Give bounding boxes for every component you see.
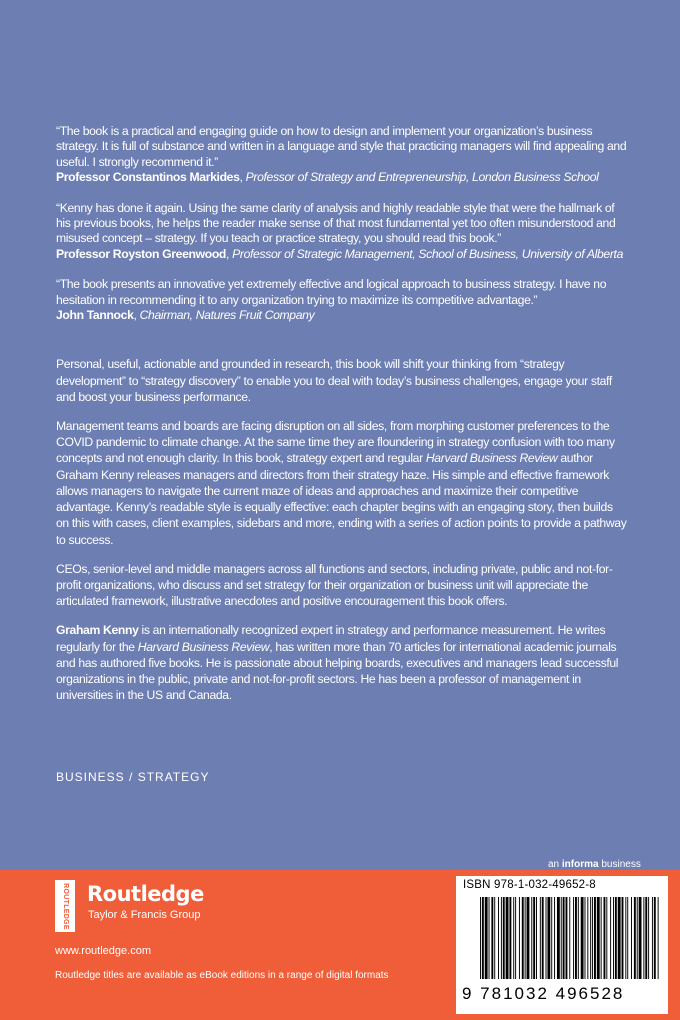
barcode-bar [540,897,541,979]
isbn-barcode [478,897,660,979]
text-run: an [548,859,562,870]
cover-text-block [56,124,628,716]
barcode-bar [485,897,488,979]
barcode-bar [491,897,493,979]
barcode-bar [648,897,649,979]
barcode-bar [489,897,490,979]
endorsement-quote-1 [56,124,628,186]
barcode-bar [631,897,632,979]
barcode-bar [618,897,621,979]
endorsement-quote-2 [56,201,628,263]
text-run: business [598,859,641,870]
barcode-bar [594,897,596,979]
barcode-bar [575,897,577,979]
informa-tagline [548,859,641,870]
barcode-bar [613,897,614,979]
quote-author-title: Professor of Strategy and Entrepreneurship, London Business School [245,170,599,185]
barcode-bar [566,897,568,979]
barcode-bar [480,897,481,979]
barcode-bar [569,897,570,979]
author-bio [56,622,628,703]
barcode-bar [597,897,600,979]
quote-text: “The book presents an innovative yet extremely effective and logical approach to business strategy. I have no hesitation in recommending it to any organization trying to maximize its competitive advantage.” [56,277,607,307]
barcode-bar [606,897,607,979]
publication-title: Harvard Business Review [425,451,558,466]
quote-author: Professor Royston Greenwood [56,246,227,261]
barcode-bar [482,897,484,979]
barcode-bar [578,897,579,979]
barcode-bar [637,897,638,979]
text-run: Management teams and boards are facing disruption on all sides, from morphing customer preferences to the COVID pandemic to climate change. At the same time they are floundering in strategy confusion with too many concepts and not enough clarity. In this book, strategy expert and regular [56,419,615,466]
barcode-bar [515,897,516,979]
author-name: Graham Kenny [56,623,139,638]
logo-vertical-label: ROUTLEDGE [61,882,69,930]
barcode-bar [546,897,547,979]
text-run: , has written more than 70 articles for international academic journals and has authored five books. He is passionate about helping boards, executives and managers lead successful organizations in the public, private and not-for-profit sectors. He has been a professor of management in universities in the US and Canada. [56,639,619,703]
quote-attribution: Professor Royston Greenwood, Professor of Strategic Management, School of Business, University of Alberta [56,246,623,261]
publication-title: Harvard Business Review [137,639,270,654]
barcode-bar [503,897,505,979]
quote-text: “The book is a practical and engaging guide on how to design and implement your organization’s business strategy. It is full of substance and written in a language and style that practicing managers will find appealing and useful. I strongly recommend it.” [56,124,627,169]
endorsement-quote-3 [56,277,628,323]
barcode-bar [509,897,511,979]
barcode-bar [551,897,552,979]
barcode-bar [501,897,502,979]
barcode-bar [654,897,656,979]
publisher-url: www.routledge.com [55,945,151,957]
quote-author-title: Chairman, Natures Fruit Company [139,308,315,323]
barcode-bar [645,897,647,979]
barcode-bar [587,897,588,979]
informa-brand: informa [561,859,599,870]
barcode-bar [590,897,591,979]
barcode-bar [601,897,602,979]
barcode-bar [625,897,626,979]
barcode-bar [506,897,509,979]
barcode-bar [627,897,628,979]
barcode-bar [658,897,659,979]
quote-author: Professor Constantinos Markides [56,170,240,185]
quote-author-title: Professor of Strategic Management, School of Business, University of Alberta [232,246,623,261]
barcode-bar [573,897,574,979]
barcode-bar [585,897,586,979]
text-run: is an internationally recognized expert in strategy and performance measurement. He writes regularly for the [56,623,606,654]
description-paragraph-3: CEOs, senior-level and middle managers across all functions and sectors, including private, public and not-for-profit organizations, who discuss and set strategy for their organization or business unit will appreciate the articulated framework, illustrative anecdotes and positive encouragement this book offers. [56,561,613,609]
barcode-bar [533,897,535,979]
quote-attribution: John Tannock, Chairman, Natures Fruit Company [56,308,315,323]
description-paragraph-2 [56,418,628,548]
barcode-bar [563,897,565,979]
routledge-logo-text [55,880,75,932]
subject-category: BUSINESS / STRATEGY [56,770,210,784]
barcode-bar [547,897,550,979]
quote-text: “Kenny has done it again. Using the same clarity of analysis and highly readable style that were the hallmark of his previous books, he helps the reader make sense of that most fundamental yet too often misunderstood and misused concept – strategy. If you teach or practice strategy, you should read this book.” [56,200,616,246]
barcode-bar [581,897,584,979]
barcode-digits: 9 781032 496528 [462,984,625,1003]
barcode-bar [522,897,524,979]
barcode-bar [536,897,537,979]
description-paragraph-1: Personal, useful, actionable and grounded in research, this book will shift your thinking from “strategy development” to “strategy discovery” to enable you to deal with today’s business challenges, engage your staff and boost your business performance. [56,357,612,404]
text-run: author Graham Kenny releases managers and directors from their strategy haze. His simple and effective framework allows managers to navigate the current maze of ideas and approaches and maximize their competitive advantage. Kenny’s readable style is equally effective: each chapter begins with an engaging story, then builds on this with cases, client examples, sidebars and more, ending with a series of action points to provide a pathway to success. [56,451,627,547]
barcode-bar [615,897,617,979]
publisher-group: Taylor & Francis Group [88,909,201,921]
barcode-bar [554,897,555,979]
barcode-bar [527,897,530,979]
barcode-bar [513,897,514,979]
quote-author: John Tannock [56,308,134,323]
barcode-bar [592,897,593,979]
barcode-bar [557,897,560,979]
barcode-bar [542,897,544,979]
barcode-bar [634,897,636,979]
barcode-bar [519,897,520,979]
barcode-bar [652,897,653,979]
barcode-bar [610,897,611,979]
barcode-bar [494,897,495,979]
barcode-bar [643,897,644,979]
barcode-bar [639,897,642,979]
barcode-bar [604,897,606,979]
barcode-bar [525,897,526,979]
publisher-name: Routledge [87,882,204,906]
isbn-label: ISBN 978-1-032-49652-8 [463,879,596,891]
barcode-bar [531,897,532,979]
ebook-note: Routledge titles are available as eBook editions in a range of digital formats [55,970,389,981]
quote-attribution: Professor Constantinos Markides, Professor of Strategy and Entrepreneurship, London Business School [56,170,599,185]
barcode-bar [561,897,562,979]
barcode-bar [498,897,499,979]
spacer [56,338,628,356]
barcode-bar [622,897,624,979]
